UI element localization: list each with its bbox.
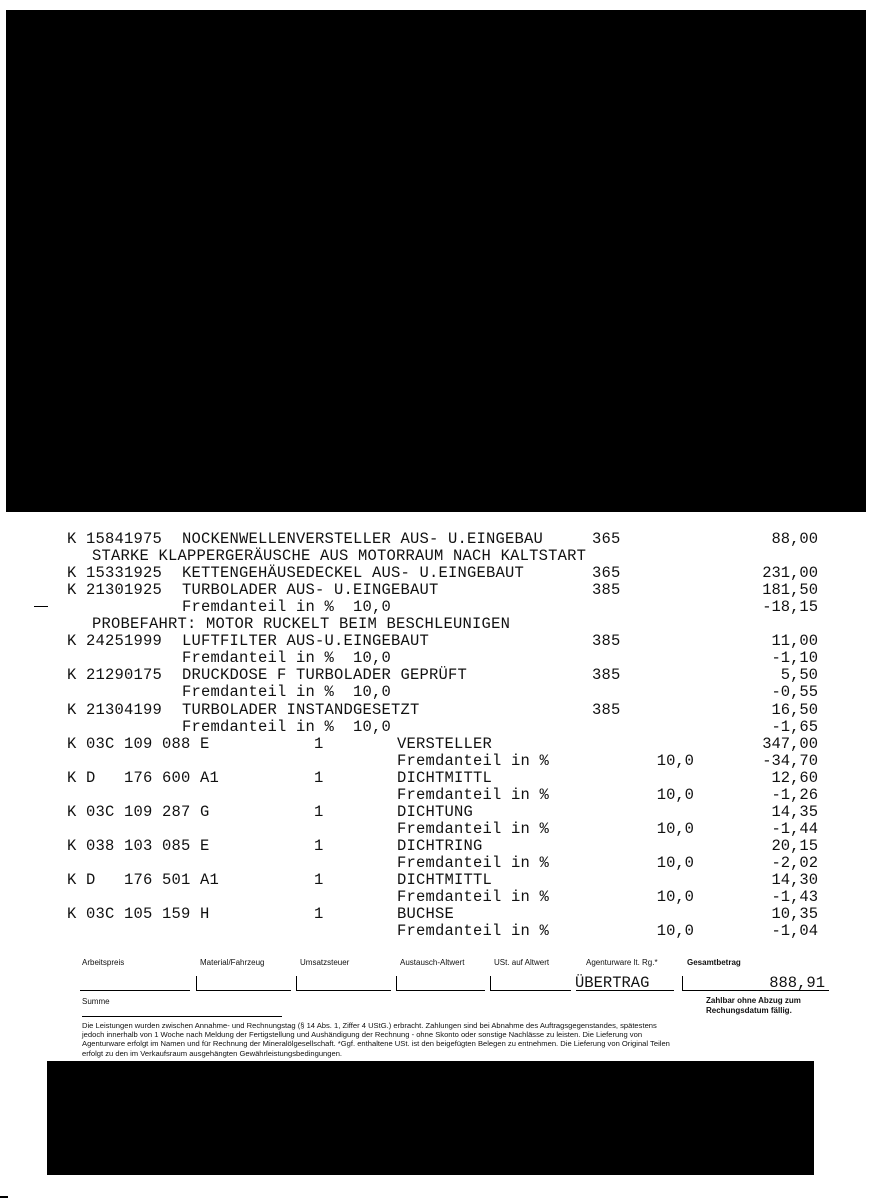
part-name: BUCHSE <box>397 905 455 924</box>
part-name: DICHTRING <box>397 836 483 855</box>
position-amount: -1,65 <box>771 717 818 736</box>
part-amount: 20,15 <box>771 836 818 855</box>
fremdanteil-pct: 10,0 <box>656 751 694 770</box>
part-qty: 1 <box>314 768 324 787</box>
position-text: Fremdanteil in % 10,0 <box>182 598 392 617</box>
fremdanteil-label: Fremdanteil in % <box>397 785 550 804</box>
position-text: TURBOLADER INSTANDGESETZT <box>182 700 420 719</box>
field-arbeitspreis <box>80 976 190 991</box>
header-agenturware: Agenturware lt. Rg.* <box>586 958 658 967</box>
position-code: K 15331925 <box>67 564 163 583</box>
fremdanteil-amount: -34,70 <box>762 751 818 770</box>
position-amount: 181,50 <box>762 581 818 600</box>
position-amount: -1,10 <box>771 649 818 668</box>
legal-text: Die Leistungen wurden zwischen Annahme- und Rechnungstag (§ 14 Abs. 1, Ziffer 4 UStG.) erbracht. Zahlungen sind bei Abnahme des Auftragsgegenstandes, spätestens jedoch innerhalb von 1 Woche nach Meldung der Fertigstellung und Aushändigung der Rechnung - ohne Skonto oder sonstige Nachlässe zu leisten. Die Lieferung von Agenturware erfolgt im Namen und für Rechnung der Mineralölgesellschaft. *Ggf. enthaltene USt. ist den beigefügten Belegen zu entnehmen. Die Lieferung von Original Teilen erfolgt zu den im Verkaufsraum ausgehängten Gewährleistungsbedingungen. <box>82 1021 670 1058</box>
position-text: TURBOLADER AUS- U.EINGEBAUT <box>182 581 439 600</box>
part-amount: 10,35 <box>771 905 818 924</box>
header-gesamtbetrag: Gesamtbetrag <box>687 958 741 967</box>
fremdanteil-pct: 10,0 <box>656 888 694 907</box>
position-text: Fremdanteil in % 10,0 <box>182 717 392 736</box>
uebertrag-label: ÜBERTRAG <box>575 974 650 992</box>
fremdanteil-pct: 10,0 <box>656 922 694 941</box>
part-amount: 14,30 <box>771 871 818 889</box>
part-amount: 347,00 <box>762 734 818 753</box>
position-code: K 21301925 <box>67 581 163 600</box>
fremdanteil-pct: 10,0 <box>656 785 694 804</box>
part-code: K 03C 109 088 E <box>67 734 210 753</box>
summe-label: Summe <box>82 997 110 1006</box>
position-amount: 16,50 <box>771 700 818 719</box>
part-code: K D 176 600 A1 <box>67 768 220 787</box>
position-code: K 24251999 <box>67 632 163 651</box>
part-name: DICHTMITTL <box>397 871 493 889</box>
position-nr: 365 <box>592 530 621 548</box>
field-ust-altwert <box>490 976 571 991</box>
position-text: NOCKENWELLENVERSTELLER AUS- U.EINGEBAU <box>182 530 544 548</box>
part-qty: 1 <box>314 734 324 753</box>
part-qty: 1 <box>314 836 324 855</box>
fremdanteil-pct: 10,0 <box>656 853 694 872</box>
corner-mark <box>0 1196 8 1198</box>
part-code: K 03C 109 287 G <box>67 802 210 821</box>
position-text: STARKE KLAPPERGERÄUSCHE AUS MOTORRAUM NACH KALTSTART <box>92 547 587 566</box>
position-amount: 5,50 <box>780 666 818 685</box>
header-umsatzsteuer: Umsatzsteuer <box>300 958 350 967</box>
fremdanteil-amount: -1,44 <box>771 819 818 838</box>
position-text: Fremdanteil in % 10,0 <box>182 683 392 702</box>
fremdanteil-pct: 10,0 <box>656 819 694 838</box>
fremdanteil-label: Fremdanteil in % <box>397 751 550 770</box>
position-amount: -0,55 <box>771 683 818 702</box>
position-amount: 88,00 <box>771 530 818 548</box>
header-austausch: Austausch-Altwert <box>400 958 465 967</box>
position-amount: 11,00 <box>771 632 818 651</box>
position-text: KETTENGEHÄUSEDECKEL AUS- U.EINGEBAUT <box>182 564 525 583</box>
header-material: Material/Fahrzeug <box>200 958 265 967</box>
fremdanteil-amount: -1,26 <box>771 785 818 804</box>
position-text: DRUCKDOSE F TURBOLADER GEPRÜFT <box>182 666 468 685</box>
fremdanteil-label: Fremdanteil in % <box>397 819 550 838</box>
position-text: PROBEFAHRT: MOTOR RUCKELT BEIM BESCHLEUNIGEN <box>92 615 511 634</box>
position-nr: 385 <box>592 700 621 719</box>
fremdanteil-label: Fremdanteil in % <box>397 922 550 941</box>
position-code: K 21304199 <box>67 700 163 719</box>
part-name: VERSTELLER <box>397 734 493 753</box>
position-text: LUFTFILTER AUS-U.EINGEBAUT <box>182 632 430 651</box>
part-qty: 1 <box>314 871 324 889</box>
header-ust-altwert: USt. auf Altwert <box>494 958 550 967</box>
part-qty: 1 <box>314 802 324 821</box>
part-name: DICHTUNG <box>397 802 474 821</box>
position-code: K 15841975 <box>67 530 163 548</box>
fremdanteil-label: Fremdanteil in % <box>397 853 550 872</box>
fremdanteil-amount: -1,43 <box>771 888 818 907</box>
position-nr: 365 <box>592 564 621 583</box>
part-amount: 12,60 <box>771 768 818 787</box>
part-code: K 03C 105 159 H <box>67 905 210 924</box>
part-name: DICHTMITTL <box>397 768 493 787</box>
part-code: K 038 103 085 E <box>67 836 210 855</box>
position-code: K 21290175 <box>67 666 163 685</box>
summe-underline <box>82 1016 282 1017</box>
position-amount: -18,15 <box>762 598 818 617</box>
fremdanteil-label: Fremdanteil in % <box>397 888 550 907</box>
redacted-footer-block <box>47 1061 814 1175</box>
part-qty: 1 <box>314 905 324 924</box>
position-nr: 385 <box>592 666 621 685</box>
position-amount: 231,00 <box>762 564 818 583</box>
field-umsatzsteuer <box>296 976 391 991</box>
header-arbeitspreis: Arbeitspreis <box>82 958 125 967</box>
zahlbar-note: Zahlbar ohne Abzug zum Rechungsdatum fällig. <box>706 996 801 1015</box>
fremdanteil-amount: -2,02 <box>771 853 818 872</box>
part-amount: 14,35 <box>771 802 818 821</box>
position-nr: 385 <box>592 632 621 651</box>
part-code: K D 176 501 A1 <box>67 871 220 889</box>
fremdanteil-amount: -1,04 <box>771 922 818 941</box>
field-material <box>196 976 291 991</box>
position-nr: 385 <box>592 581 621 600</box>
position-text: Fremdanteil in % 10,0 <box>182 649 392 668</box>
field-austausch <box>396 976 485 991</box>
total-amount: 888,91 <box>769 974 825 992</box>
